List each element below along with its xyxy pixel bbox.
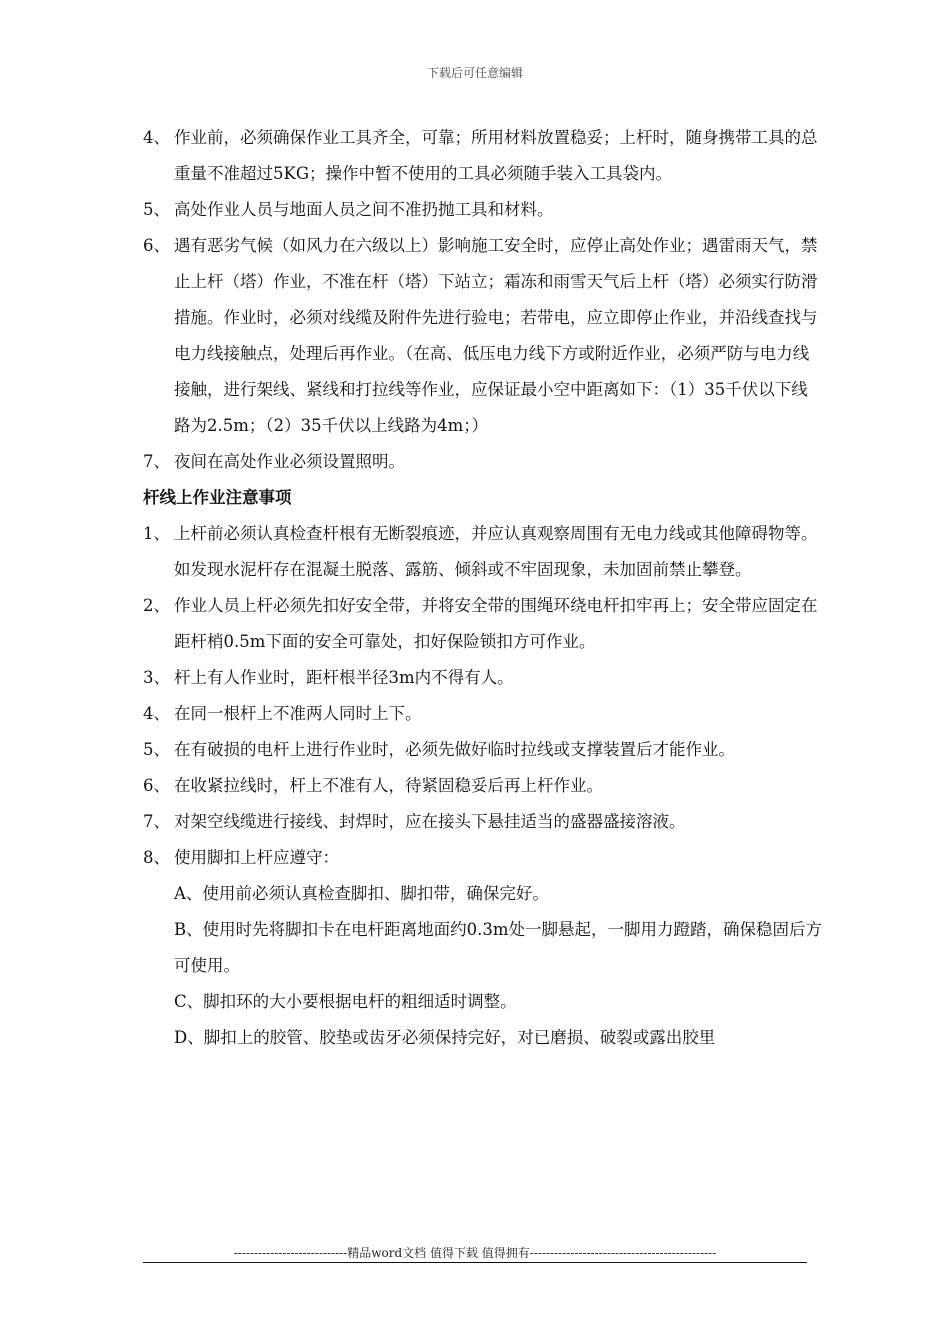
item-text: 对架空线缆进行接线、封焊时，应在接头下悬挂适当的盛器盛接溶液。 — [174, 812, 686, 831]
item-text: 遇有恶劣气候（如风力在六级以上）影响施工安全时，应停止高处作业；遇雷雨天气，禁止上杆（塔）作业，不准在杆（塔）下站立；霜冻和雨雪天气后上杆（塔）必须实行防滑措施。作业时，必须对线缆及附件先进行验电；若带电，应立即停止作业，并沿线查找与电力线接触点，处理后再作业。（在高、低压电力线下方或附近作业，必须严防与电力线接触，进行架线、紧线和打拉线等作业，应保证最小空中距离如下：（1）35千伏以下线路为2.5m；（2）35千伏以上线路为4m；） — [174, 236, 818, 435]
list-item — [143, 732, 823, 768]
item-text: 杆上有人作业时，距杆根半径3m内不得有人。 — [174, 668, 514, 687]
list-item — [143, 768, 823, 804]
footer-divider — [143, 1262, 807, 1263]
item-text: 上杆前必须认真检查杆根有无断裂痕迹，并应认真观察周围有无电力线或其他障碍物等。如发现水泥杆存在混凝土脱落、露筋、倾斜或不牢固现象，未加固前禁止攀登。 — [174, 524, 818, 579]
item-number: 4、 — [143, 704, 170, 723]
item-number: 6、 — [143, 236, 170, 255]
item-text: 在收紧拉线时，杆上不准有人，待紧固稳妥后再上杆作业。 — [174, 776, 603, 795]
page-header: 下载后可任意编辑 — [426, 66, 523, 80]
list-item — [143, 588, 823, 660]
list-item — [143, 120, 823, 192]
item-number: 4、 — [143, 128, 170, 147]
sub-item: C、脚扣环的大小要根据电杆的粗细适时调整。 — [174, 992, 517, 1011]
list-item — [143, 192, 823, 228]
item-number: 7、 — [143, 452, 170, 471]
sub-item: D、脚扣上的胶管、胶垫或齿牙必须保持完好，对已磨损、破裂或露出胶里 — [174, 1028, 716, 1047]
item-number: 5、 — [143, 740, 170, 759]
list-item — [143, 516, 823, 588]
item-number: 5、 — [143, 200, 170, 219]
item-number: 7、 — [143, 812, 170, 831]
section-heading: 杆线上作业注意事项 — [143, 488, 292, 507]
list-item — [143, 444, 823, 480]
item-number: 8、 — [143, 848, 170, 867]
list-item — [143, 804, 823, 840]
item-number: 3、 — [143, 668, 170, 687]
item-text: 在有破损的电杆上进行作业时，必须先做好临时拉线或支撑装置后才能作业。 — [174, 740, 735, 759]
sub-item: A、使用前必须认真检查脚扣、脚扣带，确保完好。 — [174, 884, 549, 903]
page-footer: ----------------------------精品word文档 值得下载 值得拥有---------------------------------------------- — [233, 1246, 717, 1260]
sub-item: B、使用时先将脚扣卡在电杆距离地面约0.3m处一脚悬起，一脚用力蹬踏，确保稳固后方可使用。 — [174, 920, 823, 975]
item-number: 1、 — [143, 524, 170, 543]
list-item — [143, 840, 823, 876]
item-text: 作业人员上杆必须先扣好安全带，并将安全带的围绳环绕电杆扣牢再上；安全带应固定在距杆梢0.5m下面的安全可靠处，扣好保险锁扣方可作业。 — [174, 596, 818, 651]
item-text: 使用脚扣上杆应遵守： — [174, 848, 339, 867]
item-text: 高处作业人员与地面人员之间不准扔抛工具和材料。 — [174, 200, 554, 219]
list-item — [143, 696, 823, 732]
item-number: 2、 — [143, 596, 170, 615]
item-text: 作业前，必须确保作业工具齐全，可靠；所用材料放置稳妥；上杆时，随身携带工具的总重量不准超过5KG；操作中暂不使用的工具必须随手装入工具袋内。 — [174, 128, 818, 183]
list-item — [143, 228, 823, 444]
item-number: 6、 — [143, 776, 170, 795]
list-item — [143, 660, 823, 696]
item-text: 夜间在高处作业必须设置照明。 — [174, 452, 405, 471]
document-body — [143, 120, 823, 1056]
item-text: 在同一根杆上不准两人同时上下。 — [174, 704, 422, 723]
